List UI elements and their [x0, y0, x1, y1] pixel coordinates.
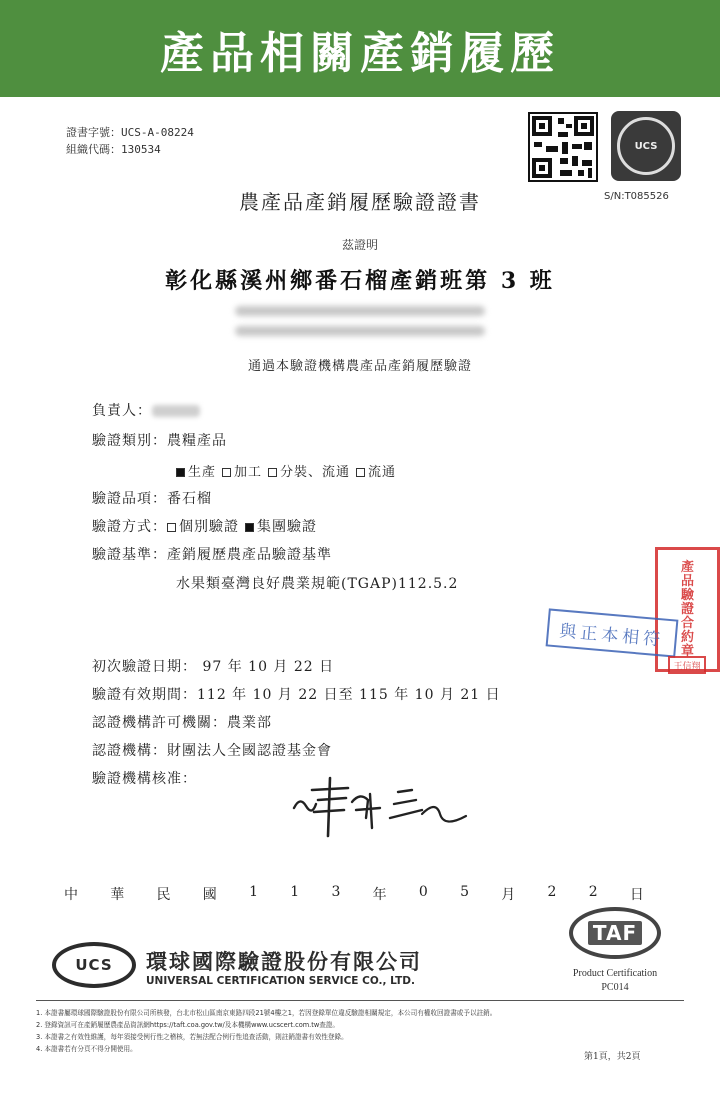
authority: 農業部 — [227, 715, 272, 731]
checked-box-icon — [176, 468, 185, 477]
category-row — [92, 430, 227, 450]
date-char: 1 — [249, 884, 258, 900]
footer-note: 2. 登錄資訊可在產銷履歷農產品資訊網https://taft.coa.gov.tw/及本機構www.ucscert.com.tw查證。 — [36, 1021, 340, 1029]
scope-option-2 — [268, 465, 350, 480]
scope-option-label: 加工 — [234, 465, 263, 480]
scope-options-row — [176, 461, 402, 480]
copy-matches-original-stamp: 與正本相符 — [546, 608, 679, 657]
page-number: 第1頁，共2頁 — [584, 1052, 641, 1062]
validity: 112 年 10 月 22 日至 115 年 10 月 21 日 — [197, 687, 501, 703]
footer-note: 1. 本證書屬環球國際驗證股份有限公司所核發，台北市松山區南京東路四段21號4樓之1，若因登錄單位違反驗證相關規定，本公司有權收回證書或予以註銷。 — [36, 1009, 497, 1017]
ucs-logo: UCS — [52, 942, 136, 988]
handwritten-signature — [290, 770, 470, 840]
unchecked-box-icon — [356, 468, 365, 477]
approver-row — [92, 768, 197, 788]
redacted-address-line-1 — [235, 306, 485, 316]
responsible-label: 負責人： — [92, 403, 152, 419]
first-date-label: 初次驗證日期： — [92, 659, 197, 675]
scope-option-3 — [356, 465, 396, 480]
cert-body-label: 認證機構： — [92, 743, 167, 759]
company-name-zh: 環球國際驗證股份有限公司 — [146, 950, 422, 974]
cert-no-label: 證書字號： — [66, 126, 121, 139]
red-seal-text: 產 品 驗 證 合 約 章 — [680, 559, 694, 659]
company-name-en: UNIVERSAL CERTIFICATION SERVICE CO., LTD. — [146, 975, 415, 987]
org-code-label: 組織代碼： — [66, 143, 121, 156]
org-code: 130534 — [121, 143, 161, 156]
standard-label: 驗證基準： — [92, 547, 167, 563]
scope-option-label: 流通 — [368, 465, 397, 480]
unchecked-box-icon — [268, 468, 277, 477]
method-option-1 — [245, 519, 317, 535]
method-options — [167, 519, 323, 535]
method-option-0 — [167, 519, 239, 535]
footer-divider — [36, 1000, 684, 1001]
small-name-seal: 王信翔 — [668, 656, 706, 674]
header-banner — [0, 0, 720, 97]
redacted-address-line-2 — [235, 326, 485, 336]
method-label: 驗證方式： — [92, 519, 167, 535]
item-value: 番石榴 — [167, 491, 212, 507]
date-char: 2 — [547, 884, 557, 900]
scope-option-label: 生產 — [188, 465, 217, 480]
banner-title: 產品相關產銷履歷 — [160, 27, 560, 79]
date-char: 年 — [372, 887, 387, 903]
date-char: 月 — [501, 887, 516, 903]
date-char: 3 — [331, 884, 341, 900]
method-option-label: 集團驗證 — [257, 519, 317, 535]
date-char: 2 — [588, 884, 598, 900]
ucs-seal-icon: UCS — [611, 111, 681, 181]
validity-label: 驗證有效期間： — [92, 687, 197, 703]
scope-option-0 — [176, 465, 216, 480]
footer-notes — [36, 1007, 686, 1055]
method-row — [92, 516, 323, 536]
method-option-label: 個別驗證 — [179, 519, 239, 535]
date-char: 日 — [629, 887, 644, 903]
standard-row — [92, 544, 332, 564]
first-date: 97 年 10 月 22 日 — [197, 659, 335, 675]
taf-caption: Product Certification PC014 — [572, 968, 658, 993]
qr-code-icon[interactable] — [528, 112, 598, 182]
cert-no: UCS-A-08224 — [121, 126, 194, 139]
serial-number: S/N:T085526 — [604, 191, 669, 202]
first-date-row — [92, 656, 334, 676]
unchecked-box-icon — [167, 523, 176, 532]
footer-note: 4. 本證書若有分頁不得分開使用。 — [36, 1045, 137, 1053]
category-value: 農糧產品 — [167, 433, 227, 449]
hereby-text: 茲證明 — [341, 238, 378, 252]
standard-value-2: 水果類臺灣良好農業規範(TGAP)112.5.2 — [176, 576, 459, 592]
date-char: 國 — [202, 887, 217, 903]
cert-body: 財團法人全國認證基金會 — [167, 743, 332, 759]
item-row — [92, 488, 212, 508]
organization-name: 彰化縣溪州鄉番石榴產銷班第 3 班 — [165, 268, 555, 294]
item-label: 驗證品項： — [92, 491, 167, 507]
taf-logo: TAF — [569, 907, 661, 959]
passed-statement: 通過本驗證機構農產品產銷履歷驗證 — [247, 359, 472, 374]
approver-label: 驗證機構核准： — [92, 771, 197, 787]
redacted-name — [152, 405, 200, 417]
date-char: 中 — [64, 887, 78, 903]
certificate-title: 農產品產銷履歷驗證證書 — [239, 190, 481, 214]
certificate-meta — [66, 124, 194, 158]
cert-body-row — [92, 740, 332, 760]
scope-option-label: 分裝、流通 — [280, 465, 351, 480]
date-char: 民 — [156, 887, 171, 903]
standard-value-1: 產銷履歷農產品驗證基準 — [167, 547, 332, 563]
scope-option-1 — [222, 465, 262, 480]
validity-row — [92, 684, 501, 704]
responsible-person-row — [92, 400, 200, 420]
issue-date-line — [64, 884, 644, 904]
date-char: 0 — [418, 884, 428, 900]
authority-row — [92, 712, 272, 732]
category-label: 驗證類別： — [92, 433, 167, 449]
authority-label: 認證機構許可機關： — [92, 715, 227, 731]
date-char: 1 — [290, 884, 300, 900]
date-char: 華 — [110, 887, 125, 903]
date-char: 5 — [460, 884, 469, 900]
checked-box-icon — [245, 523, 254, 532]
unchecked-box-icon — [222, 468, 231, 477]
footer-note: 3. 本證書之有效性維護，每年須接受例行性之稽核，若無法配合例行性追查活動，則註銷證書有效性登錄。 — [36, 1033, 348, 1041]
